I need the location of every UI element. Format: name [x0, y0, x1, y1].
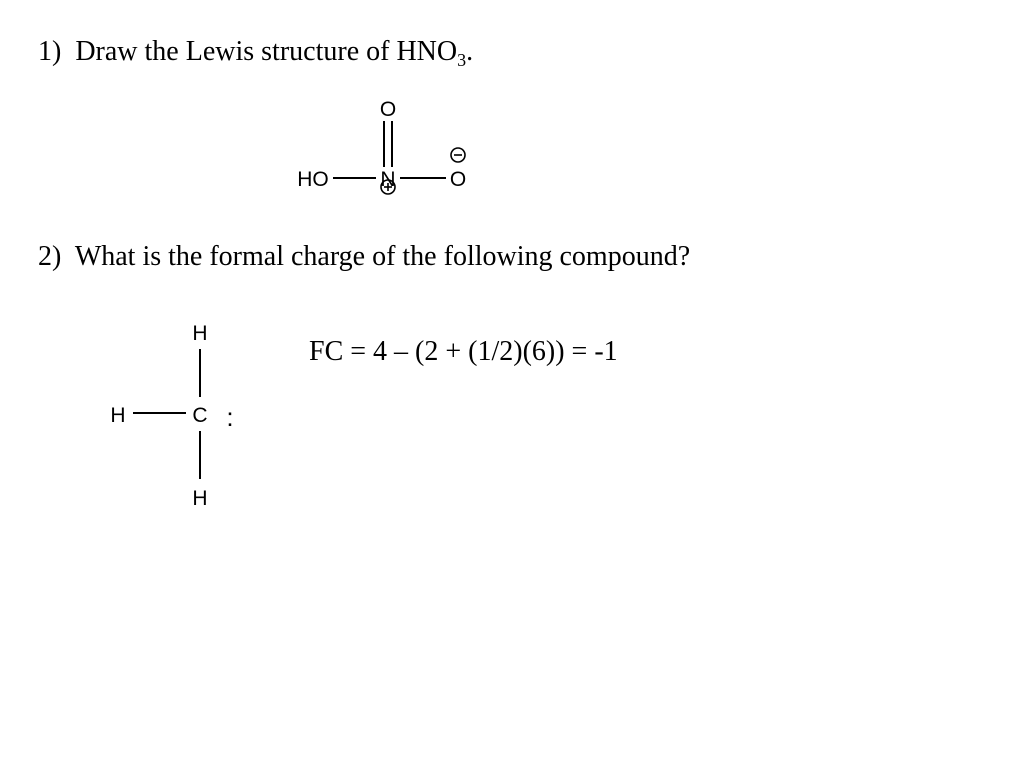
question-2-number: 2) [38, 241, 62, 272]
ch3-lone-pair: : [226, 402, 234, 432]
question-1-number: 1) [38, 36, 62, 67]
question-1-suffix: . [466, 36, 474, 67]
formal-charge-equation: FC = 4 – (2 + (1/2)(6)) = -1 [309, 336, 618, 367]
hno3-hydroxyl-group: HO [297, 168, 329, 191]
hno3-right-oxygen: O [449, 168, 467, 191]
question-1-subscript: 3 [457, 50, 467, 70]
hno3-nitrogen: N [380, 168, 396, 191]
question-1-text: Draw the Lewis structure of HNO [75, 36, 458, 67]
hno3-top-oxygen: O [379, 98, 397, 121]
ch3-left-hydrogen: H [110, 404, 126, 427]
ch3-lewis-structure [110, 322, 233, 510]
ch3-carbon: C [192, 404, 208, 427]
ch3-top-hydrogen: H [192, 322, 208, 345]
hno3-lewis-structure [297, 98, 466, 194]
question-2 [38, 243, 690, 271]
ch3-bottom-hydrogen: H [192, 487, 208, 510]
question-2-text: What is the formal charge of the following compound? [74, 241, 691, 272]
